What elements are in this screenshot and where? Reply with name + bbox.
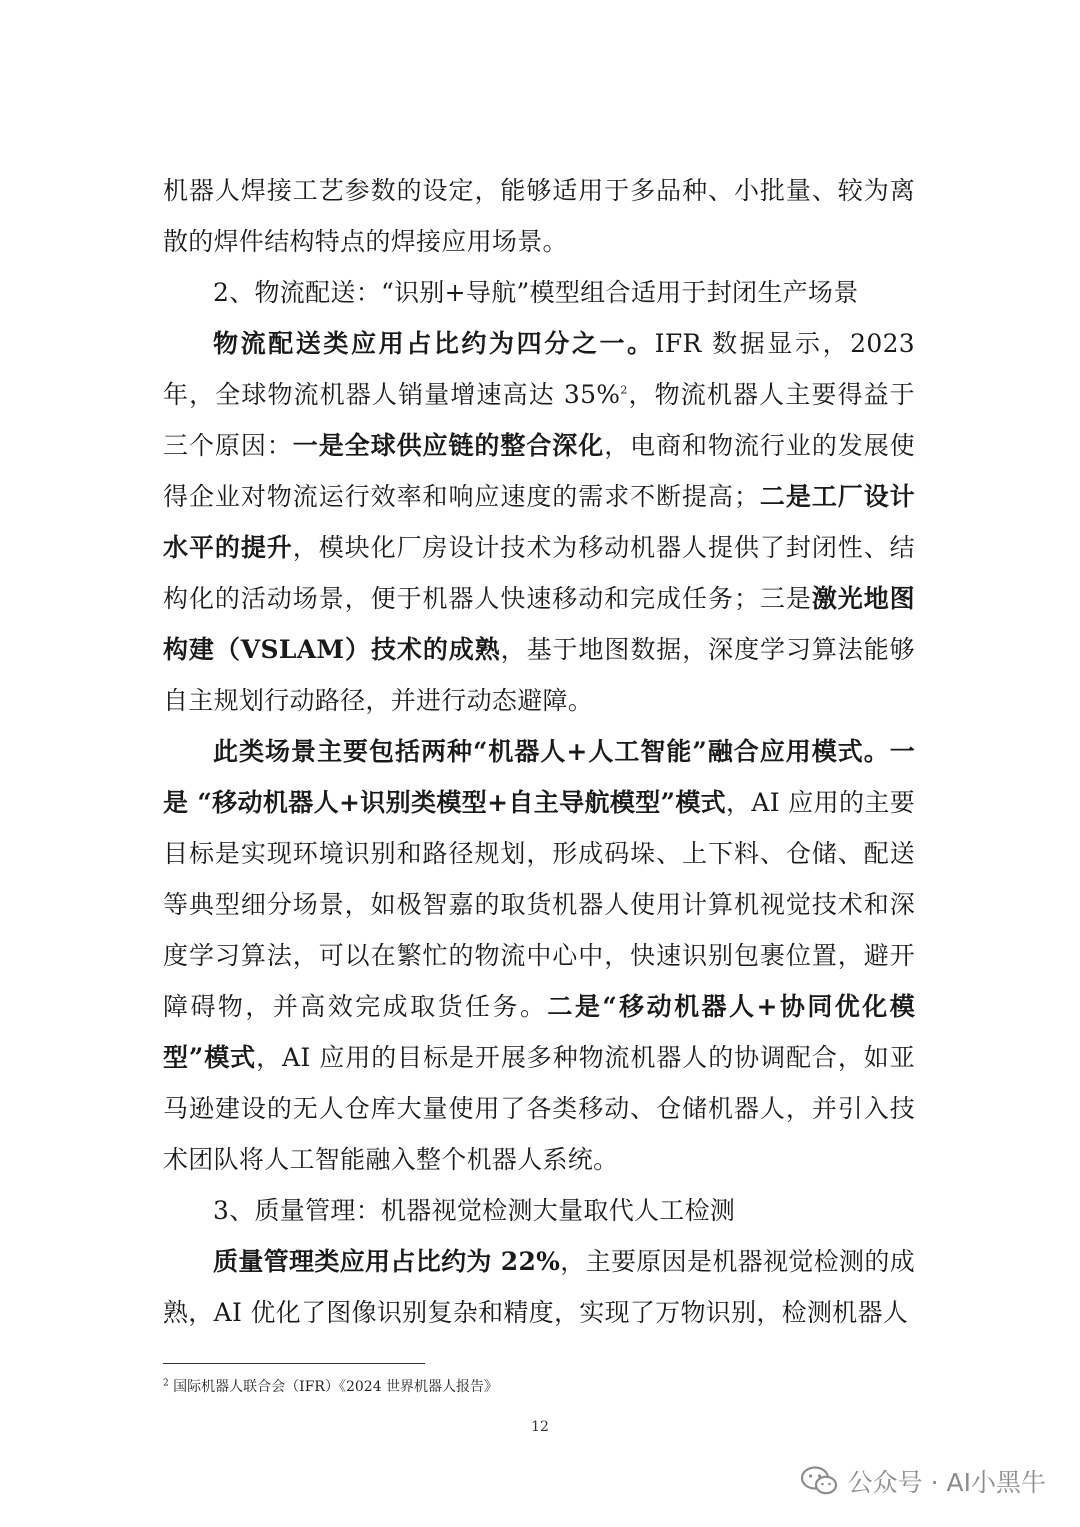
watermark-text: 公众号 · AI小黑牛: [847, 1468, 1046, 1497]
bold-phrase: 二是工厂设计水平的提升: [163, 482, 915, 562]
footnote-marker: 2: [163, 1378, 169, 1389]
bold-phrase: 质量管理类应用占比约为 22%: [213, 1247, 561, 1276]
paragraph-logistics: 物流配送类应用占比约为四分之一。IFR 数据显示，2023 年，全球物流机器人销量增速高达 35%$^2$，物流机器人主要得益于三个原因：一是全球供应链的整合深化，电商和物流行业的发展使得企业对物流运行效率和响应速度的需求不断提高；二是工厂设计水平的提升，模块化厂房设计技术为移动机器人提供了封闭性、结构化的活动场景，便于机器人快速移动和完成任务；三是激光地图构建（VSLAM）技术的成熟，基于地图数据，深度学习算法能够自主规划行动路径，并进行动态避障。: [163, 329, 915, 715]
bold-phrase: 激光地图构建（VSLAM）技术的成熟: [163, 584, 915, 664]
footnote-divider: [163, 1363, 425, 1364]
body-text: [163, 165, 915, 1338]
paragraph-quality: 质量管理类应用占比约为 22%，主要原因是机器视觉检测的成熟，AI 优化了图像识别复杂和精度，实现了万物识别，检测机器人: [163, 1247, 915, 1327]
section-heading-logistics: 2、物流配送：“识别+导航”模型组合适用于封闭生产场景: [213, 278, 859, 307]
footnote: [163, 1376, 498, 1396]
watermark: [800, 1461, 1046, 1501]
page-number: 12: [531, 1419, 549, 1435]
bold-phrase: 一是全球供应链的整合深化: [292, 431, 605, 460]
wechat-icon: [800, 1465, 838, 1497]
section-heading-quality: 3、质量管理：机器视觉检测大量取代人工检测: [213, 1196, 736, 1225]
bold-phrase: 二是“移动机器人+协同优化模型”模式: [163, 992, 916, 1072]
bold-phrase: 此类场景主要包括两种“机器人+人工智能”融合应用模式。一是 “移动机器人+识别类模型+自主导航模型”模式: [163, 737, 915, 817]
paragraph-welding: 机器人焊接工艺参数的设定，能够适用于多品种、小批量、较为离散的焊件结构特点的焊接应用场景。: [163, 176, 915, 256]
footnote-text: 国际机器人联合会（IFR）《2024 世界机器人报告》: [168, 1379, 499, 1395]
footnote-ref: 2: [620, 383, 628, 397]
bold-phrase: 物流配送类应用占比约为四分之一。: [213, 329, 655, 358]
paragraph-modes: 此类场景主要包括两种“机器人+人工智能”融合应用模式。一是 “移动机器人+识别类模型+自主导航模型”模式，AI 应用的主要目标是实现环境识别和路径规划，形成码垛、上下料、仓储、配送等典型细分场景，如极智嘉的取货机器人使用计算机视觉技术和深度学习算法，可以在繁忙的物流中心中，快速识别包裹位置，避开障碍物，并高效完成取货任务。二是“移动机器人+协同优化模型”模式，AI 应用的目标是开展多种物流机器人的协调配合，如亚马逊建设的无人仓库大量使用了各类移动、仓储机器人，并引入技术团队将人工智能融入整个机器人系统。: [163, 737, 916, 1174]
